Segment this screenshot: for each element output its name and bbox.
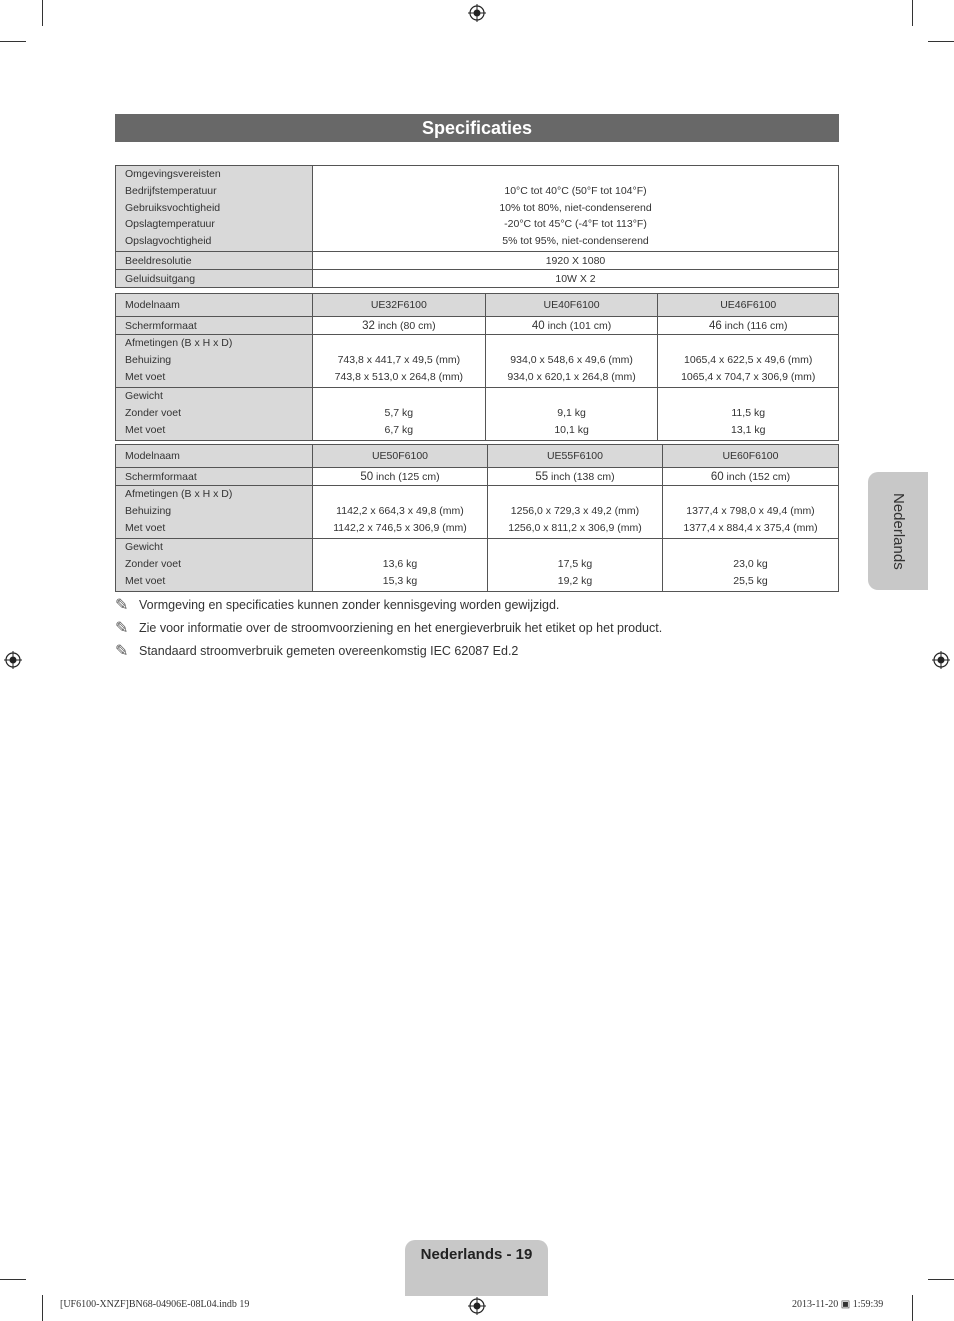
registration-mark-icon [468,1297,486,1315]
dimensions-cell [658,335,839,388]
screen-size-text: inch (116 cm) [721,319,788,332]
note-item [115,594,839,617]
table-row [116,468,839,486]
env-value: 10°C tot 40°C (50°F tot 104°F) [504,185,647,197]
sound-value: 10W X 2 [313,270,839,288]
pencil-icon: ✎ [115,620,129,637]
dimensions-cell [313,486,488,539]
screen-size [485,317,658,335]
table-row [116,270,839,288]
env-label: Omgevingsvereisten [125,168,221,180]
weight-no-stand: 17,5 kg [557,558,593,570]
screen-size-text: inch (125 cm) [373,470,440,483]
notes-list [115,594,839,663]
env-value: 5% tot 95%, niet-condenserend [502,234,649,247]
print-footer-file: [UF6100-XNZF]BN68-04906E-08L04.indb 19 [60,1299,250,1310]
environment-table [115,165,839,288]
dimensions-cell [487,486,662,539]
model-table [115,444,839,592]
weight-stand: 13,1 kg [730,423,766,436]
screen-size-number: 50 [360,470,374,483]
weight-no-stand: 13,6 kg [382,558,418,570]
weight-stand: 19,2 kg [557,574,593,587]
weight-label: Zonder voet [125,558,182,570]
screen-size-label: Schermformaat [116,468,313,486]
table-row [116,294,839,317]
dimension-body: 1142,2 x 664,3 x 49,8 (mm) [336,505,464,517]
table-row [116,335,839,388]
screen-size-label: Schermformaat [116,317,313,335]
env-value: -20°C tot 45°C (-4°F tot 113°F) [504,218,647,230]
weight-no-stand: 5,7 kg [384,407,414,419]
weight-labels-cell [116,388,313,441]
page-title: Specificaties [115,114,839,142]
dimensions-label: Met voet [125,370,166,383]
note-item [115,617,839,640]
weight-cell [313,539,488,592]
model-name: UE55F6100 [487,445,662,468]
dimensions-label: Behuizing [125,505,172,517]
crop-mark [912,1295,913,1321]
table-row [116,486,839,539]
weight-cell [313,388,486,441]
dimension-body: 743,8 x 441,7 x 49,5 (mm) [337,354,461,366]
pencil-icon: ✎ [115,597,129,614]
dimension-body: 934,0 x 548,6 x 49,6 (mm) [510,354,633,366]
dimension-stand: 1377,4 x 884,4 x 375,4 (mm) [683,521,818,534]
env-label: Opslagtemperatuur [125,218,215,230]
env-label: Opslagvochtigheid [125,234,212,247]
registration-mark-icon [932,651,950,669]
dimension-body: 1065,4 x 622,5 x 49,6 (mm) [684,354,813,366]
dimensions-labels-cell [116,486,313,539]
screen-size-text: inch (80 cm) [374,319,436,332]
screen-size-number: 32 [362,319,375,332]
model-table [115,293,839,441]
crop-mark [42,0,43,26]
language-side-tab-label: Nederlands [890,492,907,570]
model-name: UE60F6100 [662,445,838,468]
crop-mark [0,41,26,42]
screen-size-text: inch (101 cm) [544,319,612,332]
crop-mark [912,0,913,26]
crop-mark [42,1295,43,1321]
model-name: UE50F6100 [313,445,488,468]
weight-label: Met voet [125,423,166,436]
screen-size-text: inch (152 cm) [723,470,791,483]
sound-label: Geluidsuitgang [116,270,313,288]
crop-mark [0,1279,26,1280]
weight-label: Gewicht [125,541,163,553]
table-row [116,388,839,441]
weight-no-stand: 9,1 kg [557,407,586,419]
weight-label: Gewicht [125,390,163,402]
weight-cell [662,539,838,592]
table-row [116,445,839,468]
table-row [116,252,839,270]
weight-no-stand: 11,5 kg [731,407,766,419]
screen-size-number: 55 [535,470,549,483]
screen-size-number: 46 [708,319,722,332]
weight-stand: 6,7 kg [384,423,414,436]
dimensions-label: Met voet [125,521,166,534]
dimension-stand: 743,8 x 513,0 x 264,8 (mm) [334,370,464,383]
page-number: Nederlands - 19 [405,1240,548,1296]
weight-stand: 10,1 kg [554,423,589,436]
weight-stand: 15,3 kg [382,574,418,587]
print-footer-timestamp: 2013-11-20 ▣ 1:59:39 [792,1299,884,1310]
model-name: UE32F6100 [313,294,486,317]
resolution-label: Beeldresolutie [116,252,313,270]
weight-stand: 25,5 kg [733,574,768,587]
weight-no-stand: 23,0 kg [733,558,768,570]
screen-size [658,317,839,335]
weight-cell [658,388,839,441]
dimension-body: 1256,0 x 729,3 x 49,2 (mm) [510,505,640,517]
model-name: UE46F6100 [658,294,839,317]
screen-size-number: 60 [710,470,724,483]
note-text: Zie voor informatie over de stroomvoorziening en het energieverbruik het etiket op het product. [139,621,663,635]
crop-mark [928,41,954,42]
model-name-label: Modelnaam [116,294,313,317]
resolution-value: 1920 X 1080 [313,252,839,270]
language-side-tab [868,472,928,590]
dimension-stand: 1142,2 x 746,5 x 306,9 (mm) [333,521,467,534]
table-row [116,317,839,335]
note-text: Vormgeving en specificaties kunnen zonder kennisgeving worden gewijzigd. [139,598,560,612]
dimensions-labels-cell [116,335,313,388]
weight-label: Met voet [125,574,166,587]
weight-cell [485,388,658,441]
model-name-label: Modelnaam [116,445,313,468]
dimension-stand: 1256,0 x 811,2 x 306,9 (mm) [508,521,642,534]
dimensions-cell [485,335,658,388]
dimensions-label: Afmetingen (B x H x D) [125,488,233,500]
env-value: 10% tot 80%, niet-condenserend [499,201,652,214]
dimensions-cell [313,335,486,388]
pencil-icon: ✎ [115,643,129,660]
registration-mark-icon [468,4,486,22]
dimensions-label: Afmetingen (B x H x D) [125,337,233,349]
screen-size-number: 40 [531,319,545,332]
crop-mark [928,1279,954,1280]
dimensions-label: Behuizing [125,354,172,366]
environment-labels-cell [116,166,313,252]
screen-size [487,468,662,486]
note-text: Standaard stroomverbruik gemeten overeenkomstig IEC 62087 Ed.2 [139,644,519,658]
dimension-stand: 934,0 x 620,1 x 264,8 (mm) [507,370,636,383]
screen-size [662,468,838,486]
weight-label: Zonder voet [125,407,182,419]
registration-mark-icon [4,651,22,669]
weight-cell [487,539,662,592]
environment-values-cell [313,166,839,252]
env-label: Gebruiksvochtigheid [125,201,221,214]
table-row [116,166,839,252]
screen-size [313,317,486,335]
screen-size [313,468,488,486]
dimension-stand: 1065,4 x 704,7 x 306,9 (mm) [681,370,816,383]
screen-size-text: inch (138 cm) [548,470,615,483]
model-name: UE40F6100 [485,294,658,317]
weight-labels-cell [116,539,313,592]
table-row [116,539,839,592]
env-label: Bedrijfstemperatuur [125,185,217,197]
dimensions-cell [662,486,838,539]
note-item [115,640,839,663]
dimension-body: 1377,4 x 798,0 x 49,4 (mm) [686,505,815,517]
